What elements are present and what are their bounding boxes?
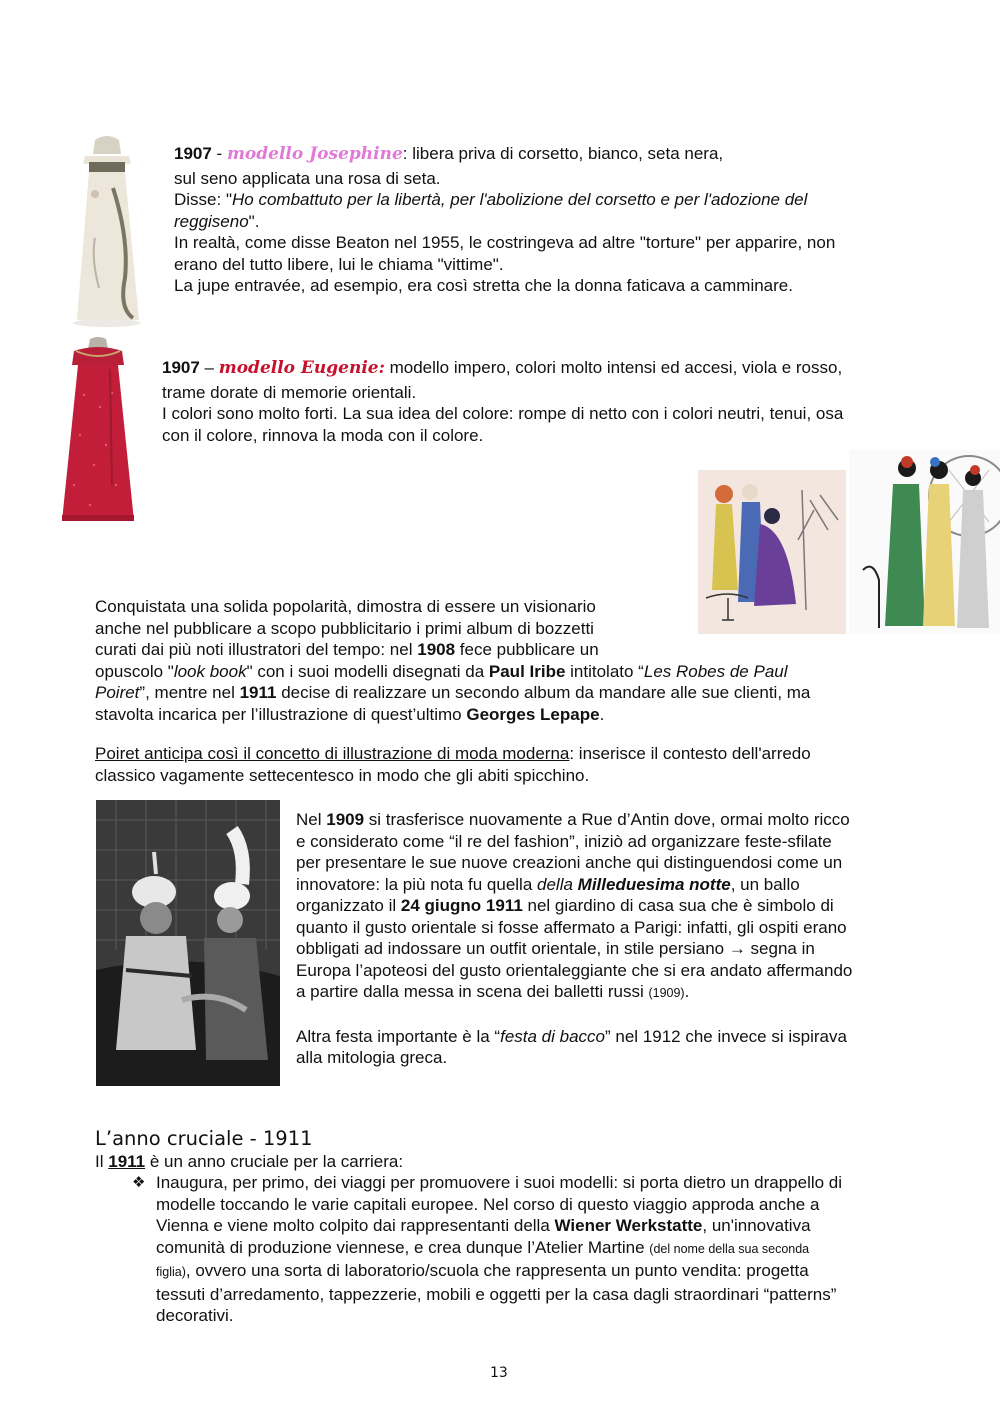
album-line1: Conquistata una solida popolarità, dimostra di essere un visionario	[95, 597, 596, 616]
josephine-dress-photo	[55, 128, 155, 328]
rue-milleduesima-notte: Milleduesima notte	[577, 874, 731, 894]
rue-l9-c: .	[684, 982, 690, 1001]
eugenie-line2: trame dorate di memorie orientali.	[162, 382, 417, 402]
b1-l5-a: figlia)	[156, 1265, 186, 1279]
eugenie-year: 1907	[162, 358, 200, 377]
album-line3-a: curati dai più noti illustratori del tempo: nel	[95, 640, 418, 659]
rue-year-1909: 1909	[326, 810, 365, 829]
album-line6-c: .	[599, 704, 605, 724]
rue-l4-b: della	[537, 874, 578, 894]
section-intro	[95, 1151, 905, 1173]
josephine-quote-1: Ho combattuto per la libertà, per l'abolizione del corsetto e per l'adozione del	[232, 190, 808, 209]
josephine-text-block	[174, 143, 934, 297]
album-georges-lepape: Georges Lepape	[466, 704, 600, 724]
rue-festa-di-bacco: festa di bacco	[500, 1026, 605, 1046]
diamond-bullet-icon: ❖	[132, 1174, 146, 1191]
josephine-model-name: modello Josephine	[226, 144, 403, 164]
josephine-line3-a: Disse: "	[174, 190, 232, 209]
eugenie-dress-photo	[50, 335, 146, 527]
album-year-1908: 1908	[417, 640, 456, 659]
josephine-line2: sul seno applicata una rosa di seta.	[174, 168, 441, 188]
album-paul-iribe: Paul Iribe	[488, 661, 566, 681]
rue-l7: obbligati ad indossare un outfit orientale, in stile persiano → segna in	[296, 939, 815, 958]
album-line6-a: stavolta incarica per l’illustrazione di quest’ultimo	[95, 704, 467, 724]
album-line4-c: " con i suoi modelli disegnati da	[246, 661, 489, 681]
eugenie-line3: I colori sono molto forti. La sua idea del colore: rompe di netto con i colori neutri, tenui, osa	[162, 404, 844, 423]
rue-l10-c: ” nel 1912 che invece si ispirava	[605, 1026, 847, 1046]
b1-l3-a: Vienna e viene molto colpito dai rappresentanti della	[156, 1216, 555, 1235]
party-photo	[96, 800, 280, 1086]
album-text-block	[95, 596, 905, 725]
section-intro-c: è un anno cruciale per la carriera:	[145, 1152, 404, 1171]
rue-l6: quanto il gusto orientale si fosse affermato a Parigi: infatti, gli ospiti erano	[296, 917, 847, 937]
b1-l7: decorativi.	[156, 1306, 234, 1325]
eugenie-text-block	[162, 357, 952, 446]
rue-l11: alla mitologia greca.	[296, 1048, 448, 1067]
album-line3-c: fece pubblicare un	[455, 640, 599, 659]
josephine-year: 1907	[174, 144, 212, 163]
illustration-concept-line1: : inserisce il contesto dell'arredo	[569, 744, 811, 763]
b1-l4-b: (del nome della sua seconda	[649, 1241, 810, 1256]
rue-l10-a: Altra festa importante è la “	[296, 1026, 501, 1046]
page-number: 13	[490, 1365, 508, 1381]
b1-l5-b: , ovvero una sorta di laboratorio/scuola che rappresenta un punto vendita: progetta	[185, 1261, 809, 1280]
album-line2: anche nel pubblicare a scopo pubblicitario i primi album di bozzetti	[95, 618, 594, 638]
section-heading: L’anno cruciale - 1911	[95, 1127, 313, 1150]
eugenie-line4: con il colore, rinnova la moda con il colore.	[162, 425, 484, 445]
album-title-1: Les Robes de Paul	[643, 661, 788, 681]
album-line5-d: decise di realizzare un secondo album da mandare alle sue clienti, ma	[276, 683, 811, 702]
eugenie-line1: modello impero, colori molto intensi ed accesi, viola e rosso,	[384, 358, 843, 377]
b1-l2: modelle toccando le varie capitali europee. Nel corso di questo viaggio approda anche a	[156, 1194, 820, 1214]
album-look-book: look book	[173, 661, 247, 681]
section-intro-a: Il	[95, 1152, 109, 1171]
rue-l3: per presentare le sue nuove creazioni anche qui distinguendosi come un	[296, 853, 843, 872]
b1-wiener-werkstatte: Wiener Werkstatte	[554, 1216, 703, 1235]
josephine-line1: : libera priva di corsetto, bianco, seta nera,	[402, 144, 724, 163]
album-line5-b: ”, mentre nel	[139, 683, 240, 702]
b1-l4-a: comunità di produzione viennese, e crea dunque l’Atelier Martine	[156, 1237, 650, 1257]
rue-l9-a: a partire dalla messa in scena dei balletti russi	[296, 982, 649, 1001]
album-title-2: Poiret	[95, 683, 140, 702]
rue-l2: e considerato come “il re del fashion”, iniziò ad organizzare feste-sfilate	[296, 831, 832, 851]
illustration-concept-underlined: Poiret anticipa così il concetto di illustrazione di moda moderna	[95, 744, 570, 763]
rue-l1-a: Nel	[296, 810, 327, 829]
section-intro-year: 1911	[108, 1152, 146, 1171]
illustration-concept-line2: classico vagamente settecentesco in modo che gli abiti spicchino.	[95, 765, 590, 785]
album-line4-e: intitolato “	[565, 661, 644, 681]
list-item	[132, 1172, 922, 1327]
album-line4-a: opuscolo "	[95, 661, 174, 681]
josephine-line4-b: ".	[248, 211, 260, 231]
album-year-1911: 1911	[239, 683, 277, 702]
josephine-line6: erano del tutto libere, lui le chiama "vittime".	[174, 254, 504, 274]
josephine-line5: In realtà, come disse Beaton nel 1955, le costringeva ad altre "torture" per apparire, non	[174, 233, 836, 252]
b1-l6: tessuti d’arredamento, tappezzerie, mobili e oggetti per la casa dagli straordinari “patterns”	[156, 1284, 837, 1304]
bullet-list	[132, 1172, 922, 1327]
rue-l9-b: (1909)	[648, 986, 685, 1000]
illustration-concept-block	[95, 743, 905, 786]
eugenie-model-name: modello Eugenie:	[218, 358, 385, 378]
rue-l4-a: innovatore: la più nota fu quella	[296, 874, 538, 894]
josephine-line7: La jupe entravée, ad esempio, era così stretta che la donna faticava a camminare.	[174, 276, 793, 295]
rue-dantin-block	[296, 809, 916, 1069]
b1-l3-c: , un'innovativa	[702, 1216, 811, 1235]
b1-l1: Inaugura, per primo, dei viaggi per promuovere i suoi modelli: si porta dietro un drappello di	[156, 1173, 843, 1192]
rue-l1-c: si trasferisce nuovamente a Rue d’Antin dove, ormai molto ricco	[364, 810, 850, 829]
rue-date: 24 giugno 1911	[400, 896, 523, 915]
rue-l5-c: nel giardino di casa sua che è simbolo di	[522, 896, 834, 915]
eugenie-dash: –	[199, 358, 219, 377]
rue-l4-d: , un ballo	[730, 874, 800, 894]
rue-l5-a: organizzato il	[296, 896, 401, 915]
rue-l8: Europa l’apoteosi del gusto orientaleggiante che si era andato affermando	[296, 960, 853, 980]
josephine-dash: -	[211, 144, 227, 163]
josephine-quote-2: reggiseno	[174, 211, 249, 231]
